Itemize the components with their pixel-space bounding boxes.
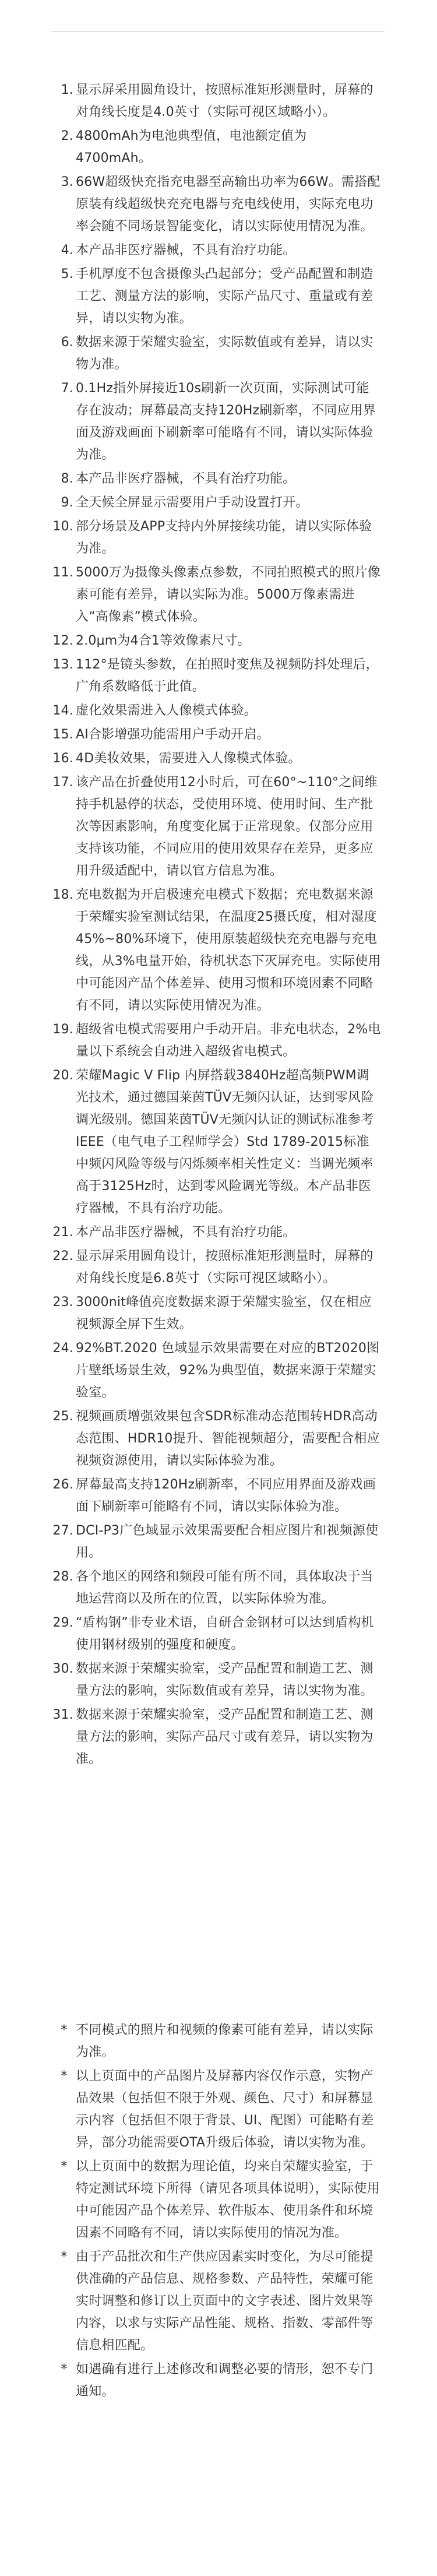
footnote-item (0, 1704, 437, 1771)
footnote-number: 4. (61, 243, 73, 258)
footnote-item (0, 562, 437, 628)
footnote-text: 4800mAh为电池典型值，电池额定值为4700mAh。 (76, 129, 307, 166)
footnote-number: 30. (52, 1662, 73, 1676)
footnote-item (0, 1245, 437, 1290)
footnote-number: 6. (61, 335, 73, 350)
footnote-item (0, 332, 437, 376)
disclaimer-item (0, 2246, 437, 2357)
footnote-text: 屏幕最高支持120Hz刷新率，不同应用界面及游戏画面下刷新率可能略有不同，请以实际体验为准。 (76, 1477, 376, 1514)
footnote-number: 27. (52, 1523, 73, 1538)
footnote-item (0, 468, 437, 490)
footnote-text: 本产品非医疗器械，不具有治疗功能。 (76, 471, 296, 486)
footnote-number: 20. (52, 1068, 73, 1083)
footnote-item (0, 492, 437, 514)
footnote-item (0, 240, 437, 262)
footnote-item (0, 1520, 437, 1564)
footnote-number: 26. (52, 1477, 73, 1492)
footnote-text: 虚化效果需进入人像模式体验。 (76, 703, 257, 718)
footnote-number: 16. (52, 751, 73, 766)
footnote-text: “盾构钢”非专业术语，自研合金钢材可以达到盾构机使用钢材级别的强度和硬度。 (76, 1616, 374, 1652)
footnote-item (0, 1291, 437, 1336)
footnote-item (0, 171, 437, 238)
footnote-item (0, 630, 437, 652)
footnote-text: 显示屏采用圆角设计，按照标准矩形测量时，屏幕的对角线长度是4.0英寸（实际可视区域略小）。 (76, 83, 373, 119)
footnote-number: 2. (61, 129, 73, 143)
footnote-number: 25. (52, 1409, 73, 1424)
footnote-text: AI合影增强功能需用户手动开启。 (76, 727, 270, 742)
footnote-text: 本产品非医疗器械，不具有治疗功能。 (76, 1225, 296, 1240)
footnote-item (0, 263, 437, 330)
disclaimer-item (0, 2065, 437, 2154)
footnote-text: 2.0μm为4合1等效像素尺寸。 (76, 634, 251, 648)
footnote-number: 8. (61, 471, 73, 486)
footnote-text: 显示屏采用圆角设计，按照标准矩形测量时，屏幕的对角线长度是6.8英寸（实际可视区域略小）。 (76, 1249, 373, 1286)
footnote-number: 7. (61, 381, 73, 396)
footnote-item (0, 884, 437, 1017)
footnote-item (0, 1338, 437, 1404)
footnote-text: 荣耀Magic V Flip 内屏搭载3840Hz超高频PWM调光技术，通过德国莱茵TÜV无频闪认证，达到零风险调光级别。德国莱茵TÜV无频闪认证的测试标准参考IEEE（电气电子工程师学会）Std 1789-2015标准中频闪风险等级与闪烁频率相关性定义：当调光频率高于3125Hz时，达到零风险调光等级。本产品非医疗器械，不具有治疗功能。 (76, 1068, 374, 1216)
disclaimer-item (0, 2359, 437, 2403)
footnote-number: 13. (52, 657, 73, 672)
disclaimer-text: 如遇确有进行上述修改和调整必要的情形，恕不专门通知。 (76, 2362, 373, 2399)
footnote-item (0, 1065, 437, 1220)
footnote-text: 本产品非医疗器械，不具有治疗功能。 (76, 243, 296, 258)
footnote-text: 手机厚度不包含摄像头凸起部分；受产品配置和制造工艺、测量方法的影响，实际产品尺寸、重量或有差异，请以实物为准。 (76, 267, 373, 326)
footnote-item (0, 1658, 437, 1702)
footnote-item (0, 700, 437, 722)
footnote-number: 3. (61, 175, 73, 189)
footnote-text: DCI-P3广色域显示效果需要配合相应图片和视频源使用。 (76, 1523, 379, 1560)
asterisk-mark: * (61, 2069, 68, 2084)
footnote-text: 数据来源于荣耀实验室，受产品配置和制造工艺、测量方法的影响，实际数值或有差异，请以实物为准。 (76, 1662, 373, 1698)
footnote-text: 92%BT.2020 色域显示效果需要在对应的BT2020图片壁纸场景生效，92%为典型值，数据来源于荣耀实验室。 (76, 1341, 380, 1400)
footnote-text: 数据来源于荣耀实验室，受产品配置和制造工艺、测量方法的影响，实际产品尺寸或有差异，请以实物为准。 (76, 1708, 373, 1766)
footnote-text: 视频画质增强效果包含SDR标准动态范围转HDR高动态范围、HDR10提升、智能视频超分，需要配合相应视频资源使用，请以实际体验为准。 (76, 1409, 380, 1468)
footnote-list (0, 79, 437, 1772)
footnote-text: 部分场景及APP支持内外屏接续功能，请以实际体验为准。 (76, 519, 372, 556)
disclaimer-item (0, 2019, 437, 2064)
disclaimer-text: 不同模式的照片和视频的像素可能有差异，请以实际为准。 (76, 2023, 373, 2060)
footnote-text: 5000万为摄像头像素点参数，不同拍照模式的照片像素可能有差异，请以实际为准。5000万像素需进入“高像素”模式体验。 (76, 565, 380, 624)
footnote-number: 31. (52, 1708, 73, 1722)
disclaimer-list (0, 2019, 437, 2405)
footnote-text: 该产品在折叠使用12小时后，可在60°~110°之间维持手机悬停的状态，受使用环境、使用时间、生产批次等因素影响，角度变化属于正常现象。仅部分应用支持该功能，不同应用的使用效果存在差异，更多应用升级适配中，请以官方信息为准。 (76, 775, 378, 878)
footnote-text: 全天候全屏显示需要用户手动设置打开。 (76, 495, 309, 510)
footnote-item (0, 772, 437, 882)
footnote-number: 29. (52, 1616, 73, 1630)
footnote-number: 5. (61, 267, 73, 281)
footnote-number: 14. (52, 703, 73, 718)
footnote-item (0, 79, 437, 124)
footnote-number: 23. (52, 1295, 73, 1310)
footnote-text: 各个地区的网络和频段可能有所不同，具体取决于当地运营商以及所在的位置，以实际体验为准。 (76, 1569, 373, 1606)
footnote-text: 4D美妆效果，需要进入人像模式体验。 (76, 751, 301, 766)
asterisk-mark: * (61, 2023, 68, 2037)
footnote-number: 21. (52, 1225, 73, 1240)
disclaimer-text: 以上页面中的数据为理论值，均来自荣耀实验室，于特定测试环境下所得（请见各项具体说明），实际使用中可能因产品个体差异、软件版本、使用条件和环境因素不同略有不同，请以实际使用的情况为准。 (76, 2159, 380, 2240)
footnote-item (0, 1222, 437, 1244)
asterisk-mark: * (61, 2250, 68, 2264)
footnote-number: 19. (52, 1022, 73, 1037)
footnote-number: 11. (52, 565, 73, 580)
footnote-item (0, 1474, 437, 1518)
footnote-number: 24. (52, 1341, 73, 1356)
footnote-item (0, 516, 437, 560)
footnote-text: 超级省电模式需要用户手动开启。非充电状态，2%电量以下系统会自动进入超级省电模式。 (76, 1022, 381, 1059)
footnote-text: 数据来源于荣耀实验室，实际数值或有差异，请以实物为准。 (76, 335, 373, 372)
footnote-number: 18. (52, 888, 73, 902)
footnote-item (0, 1566, 437, 1610)
footnote-item (0, 1406, 437, 1472)
footnote-number: 12. (52, 634, 73, 648)
disclaimer-text: 以上页面中的产品图片及屏幕内容仅作示意，实物产品效果（包括但不限于外观、颜色、尺寸）和屏幕显示内容（包括但不限于背景、UI、配图）可能略有差异，部分功能需要OTA升级后体验，请以实物为准。 (76, 2069, 374, 2150)
footnote-item (0, 654, 437, 698)
footnote-text: 3000nit峰值亮度数据来源于荣耀实验室，仅在相应视频源全屏下生效。 (76, 1295, 372, 1332)
footnote-item (0, 1019, 437, 1063)
asterisk-mark: * (61, 2362, 68, 2377)
footnote-number: 22. (52, 1249, 73, 1264)
footnote-number: 10. (52, 519, 73, 534)
footnote-item (0, 1612, 437, 1656)
footnote-item (0, 378, 437, 466)
footnote-text: 112°是镜头参数，在拍照时变焦及视频防抖处理后，广角系数略低于此值。 (76, 657, 379, 694)
top-divider (51, 31, 385, 32)
footnote-number: 17. (52, 775, 73, 790)
footnote-item (0, 748, 437, 770)
disclaimer-text: 由于产品批次和生产供应因素实时变化，为尽可能提供准确的产品信息、规格参数、产品特性，荣耀可能实时调整和修订以上页面中的文字表述、图片效果等内容，以求与实际产品性能、规格、指数、零部件等信息相匹配。 (76, 2250, 373, 2353)
footnote-text: 充电数据为开启极速充电模式下数据；充电数据来源于荣耀实验室测试结果，在温度25摄氏度，相对湿度45%~80%环境下，使用原装超级快充充电器与充电线，从3%电量开始，待机状态下灭屏充电。实际使用中可能因产品个体差异、使用习惯和环境因素不同略有不同，请以实际使用情况为准。 (76, 888, 381, 1013)
footnote-text: 66W超级快充指充电器至高输出功率为66W。需搭配原装有线超级快充充电器与充电线使用，实际充电功率会随不同场景智能变化，请以实际使用情况为准。 (76, 175, 380, 234)
footnote-text: 0.1Hz指外屏接近10s刷新一次页面，实际测试可能存在波动；屏幕最高支持120Hz刷新率，不同应用界面及游戏画面下刷新率可能略有不同，请以实际体验为准。 (76, 381, 376, 462)
footnote-number: 28. (52, 1569, 73, 1584)
footnote-number: 15. (52, 727, 73, 742)
disclaimer-item (0, 2156, 437, 2244)
footnote-number: 9. (61, 495, 73, 510)
footnote-number: 1. (61, 83, 73, 97)
footnote-item (0, 125, 437, 170)
asterisk-mark: * (61, 2159, 68, 2174)
footnote-item (0, 724, 437, 746)
